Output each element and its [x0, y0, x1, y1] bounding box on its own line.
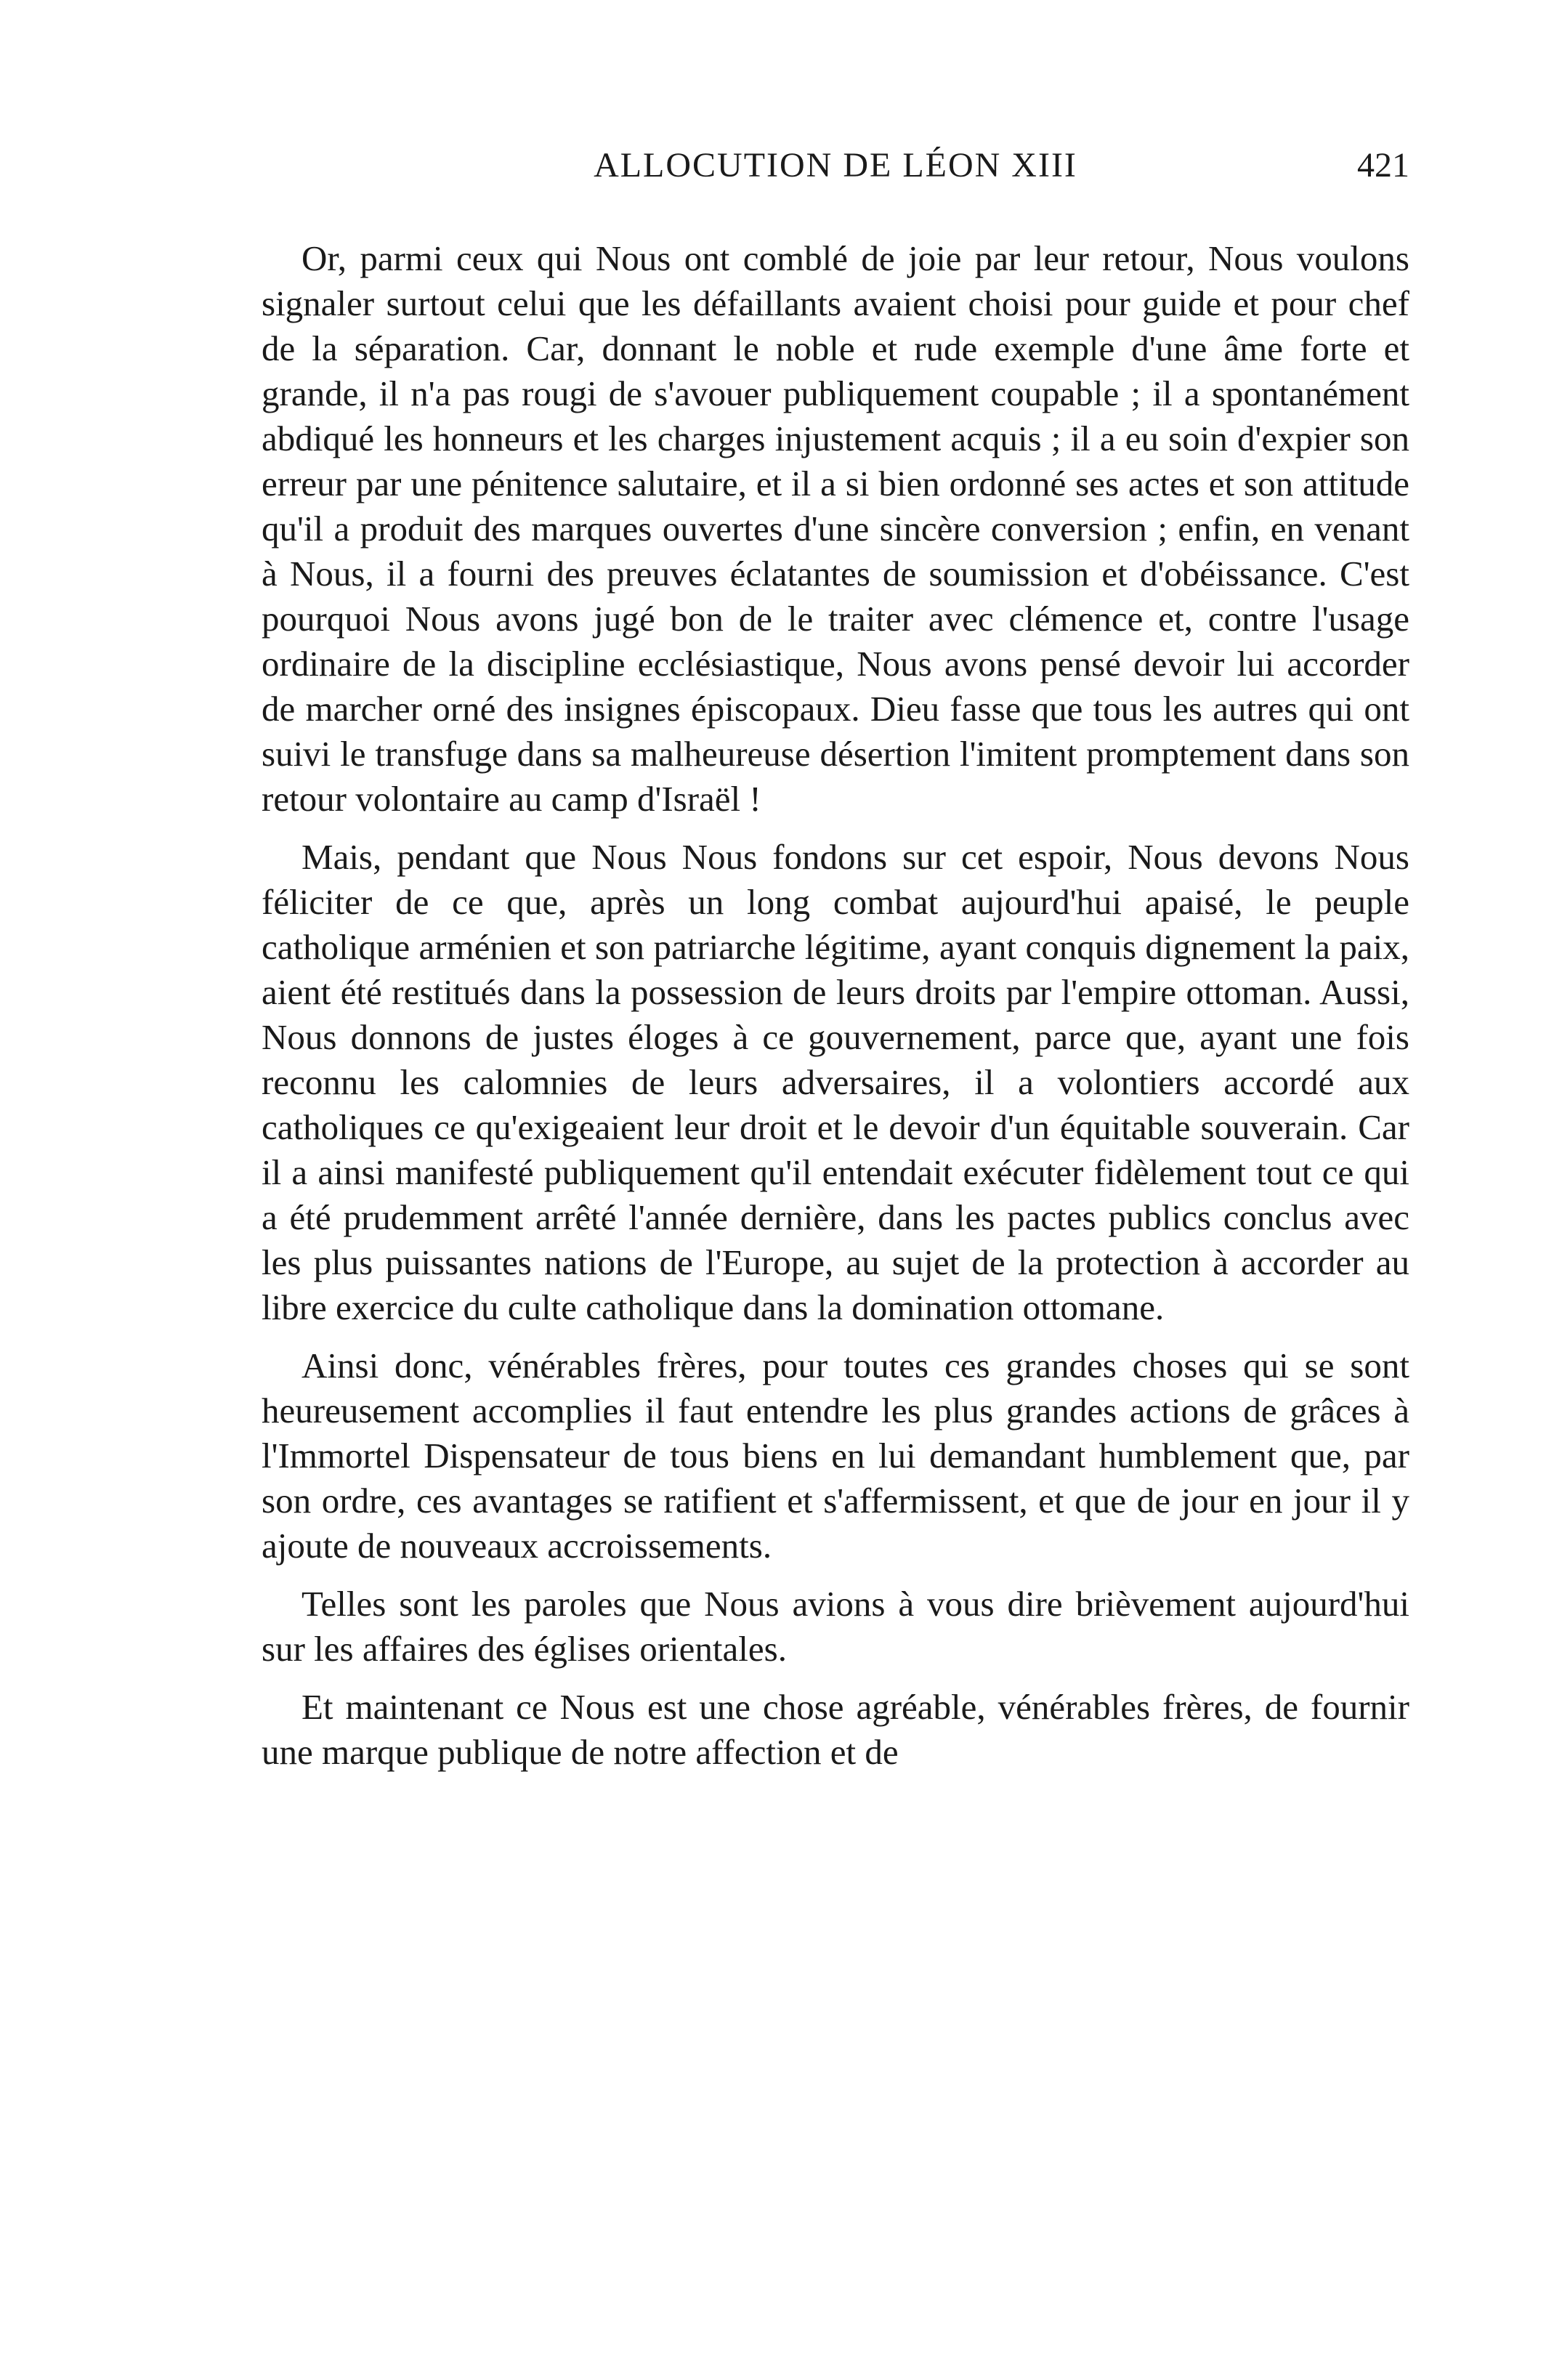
page-header [262, 145, 1409, 196]
page-number: 421 [1357, 146, 1409, 185]
paragraph-4: Telles sont les paroles que Nous avions à vous dire brièvement aujourd'hui sur les affaires des églises orientales. [262, 1584, 1409, 1669]
paragraph-3: Ainsi donc, vénérables frères, pour toutes ces grandes choses qui se sont heureusement accomplies il faut entendre les plus grandes actions de grâces à l'Immortel Dispensateur de tous biens en lui demandant humblement que, par son ordre, ces avantages se ratifient et s'affermissent, et que de jour en jour il y ajoute de nouveaux accroissements. [262, 1345, 1409, 1566]
paragraph-5: Et maintenant ce Nous est une chose agréable, vénérables frères, de fournir une marque publique de notre affection et de [262, 1687, 1409, 1772]
running-title: ALLOCUTION DE LÉON XIII [594, 146, 1077, 185]
paragraph-1: Or, parmi ceux qui Nous ont comblé de joie par leur retour, Nous voulons signaler surtout celui que les défaillants avaient choisi pour guide et pour chef de la séparation. Car, donnant le noble et rude exemple d'une âme forte et grande, il n'a pas rougi de s'avouer publiquement coupable ; il a spontanément abdiqué les honneurs et les charges injustement acquis ; il a eu soin d'expier son erreur par une pénitence salutaire, et il a si bien ordonné ses actes et son attitude qu'il a produit des marques ouvertes d'une sincère conversion ; enfin, en venant à Nous, il a fourni des preuves éclatantes de soumission et d'obéissance. C'est pourquoi Nous avons jugé bon de le traiter avec clémence et, contre l'usage ordinaire de la discipline ecclésiastique, Nous avons pensé devoir lui accorder de marcher orné des insignes épiscopaux. Dieu fasse que tous les autres qui ont suivi le transfuge dans sa malheureuse désertion l'imitent promptement dans son retour volontaire au camp d'Israël ! [262, 238, 1409, 819]
paragraph-2: Mais, pendant que Nous Nous fondons sur cet espoir, Nous devons Nous féliciter de ce que, après un long combat aujourd'hui apaisé, le peuple catholique arménien et son patriarche légitime, ayant conquis dignement la paix, aient été restitués dans la possession de leurs droits par l'empire ottoman. Aussi, Nous donnons de justes éloges à ce gouvernement, parce que, ayant une fois reconnu les calomnies de leurs adversaires, il a volontiers accordé aux catholiques ce qu'exigeaient leur droit et le devoir d'un équitable souverain. Car il a ainsi manifesté publiquement qu'il entendait exécuter fidèlement tout ce qui a été prudemment arrêté l'année dernière, dans les pactes publics conclus avec les plus puissantes nations de l'Europe, au sujet de la protection à accorder au libre exercice du culte catholique dans la domination ottomane. [262, 837, 1409, 1327]
body-text [262, 236, 1409, 1788]
